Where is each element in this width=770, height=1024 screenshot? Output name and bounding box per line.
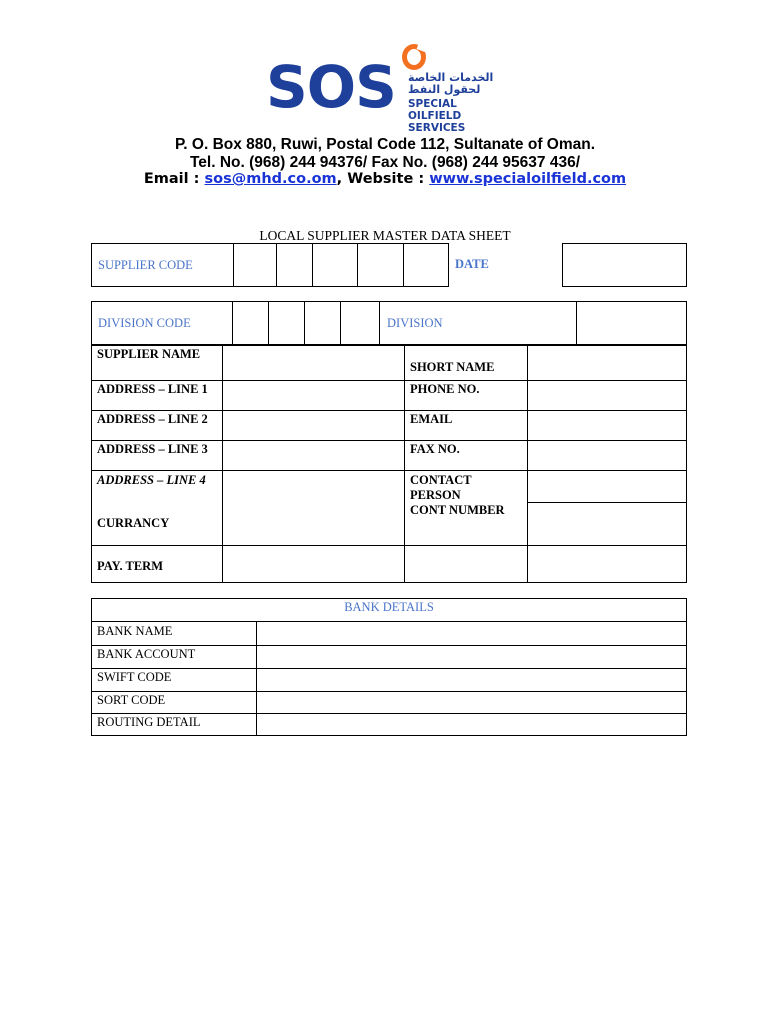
supplier-code-box-2[interactable] bbox=[276, 243, 313, 287]
logo-arabic-line1: الخدمات الخاصة bbox=[408, 71, 494, 84]
supplier-code-box-5[interactable] bbox=[403, 243, 449, 287]
address-line-4-currency-field[interactable] bbox=[223, 471, 404, 545]
address-line-2-field[interactable] bbox=[223, 411, 404, 440]
fax-label: FAX NO. bbox=[410, 442, 460, 456]
company-contact-line bbox=[0, 171, 770, 187]
website-link[interactable]: www.specialoilfield.com bbox=[429, 171, 627, 187]
logo-mark: SOS bbox=[266, 53, 396, 121]
division-code-box-1[interactable] bbox=[232, 301, 269, 345]
logo-english-text bbox=[408, 98, 512, 134]
division-code-box-2[interactable] bbox=[268, 301, 305, 345]
phone-field[interactable] bbox=[528, 381, 686, 410]
date-field[interactable] bbox=[562, 243, 687, 287]
logo-arabic-text bbox=[408, 72, 504, 96]
routing-detail-label: ROUTING DETAIL bbox=[97, 715, 201, 729]
company-logo bbox=[262, 38, 512, 134]
website-label: , Website : bbox=[336, 171, 430, 187]
bank-name-label: BANK NAME bbox=[97, 624, 173, 638]
address-line-1-field[interactable] bbox=[223, 381, 404, 410]
routing-detail-field[interactable] bbox=[257, 714, 686, 735]
phone-label: PHONE NO. bbox=[410, 382, 480, 396]
company-phone-fax: Tel. No. (968) 244 94376/ Fax No. (968) 244 95637 436/ bbox=[189, 154, 581, 171]
currency-label: CURRANCY bbox=[97, 516, 170, 530]
bank-account-field[interactable] bbox=[257, 646, 686, 668]
logo-arabic-line2: لحقول النفط bbox=[408, 83, 481, 96]
fax-field[interactable] bbox=[528, 441, 686, 470]
short-name-field[interactable] bbox=[528, 346, 686, 380]
bank-name-field[interactable] bbox=[257, 622, 686, 645]
supplier-code-box-3[interactable] bbox=[312, 243, 358, 287]
logo-english-line2: SERVICES bbox=[408, 122, 466, 134]
swift-code-field[interactable] bbox=[257, 669, 686, 691]
contact-number-field[interactable] bbox=[528, 503, 686, 545]
short-name-label: SHORT NAME bbox=[410, 360, 495, 374]
address-line-3-field[interactable] bbox=[223, 441, 404, 470]
bank-details-title: BANK DETAILS bbox=[344, 600, 434, 614]
division-label: DIVISION bbox=[387, 316, 443, 330]
pay-term-label: PAY. TERM bbox=[97, 559, 163, 573]
contact-label-line1: CONTACT bbox=[410, 473, 472, 487]
address-line-4-label: ADDRESS – LINE 4 bbox=[97, 473, 206, 487]
bank-account-label: BANK ACCOUNT bbox=[97, 647, 196, 661]
division-code-box-3[interactable] bbox=[304, 301, 341, 345]
pay-term-field[interactable] bbox=[223, 546, 404, 583]
contact-label-line2: PERSON bbox=[410, 488, 461, 502]
sort-code-label: SORT CODE bbox=[97, 693, 166, 707]
division-code-box-4[interactable] bbox=[340, 301, 380, 345]
supplier-code-label: SUPPLIER CODE bbox=[98, 258, 193, 272]
swift-code-label: SWIFT CODE bbox=[97, 670, 172, 684]
email-link[interactable]: sos@mhd.co.om bbox=[204, 171, 337, 187]
sort-code-field[interactable] bbox=[257, 692, 686, 713]
address-line-2-label: ADDRESS – LINE 2 bbox=[97, 412, 208, 426]
address-line-3-label: ADDRESS – LINE 3 bbox=[97, 442, 208, 456]
date-label: DATE bbox=[455, 257, 489, 271]
supplier-name-label: SUPPLIER NAME bbox=[97, 347, 201, 361]
email-label: EMAIL bbox=[410, 412, 453, 426]
company-address: P. O. Box 880, Ruwi, Postal Code 112, Sultanate of Oman. bbox=[174, 136, 596, 153]
supplier-code-box-4[interactable] bbox=[357, 243, 404, 287]
logo-english-line1: SPECIAL OILFIELD bbox=[408, 98, 462, 122]
address-line-1-label: ADDRESS – LINE 1 bbox=[97, 382, 208, 396]
email-label: Email : bbox=[143, 171, 205, 187]
contact-person-field[interactable] bbox=[528, 471, 686, 502]
division-code-label: DIVISION CODE bbox=[98, 316, 191, 330]
supplier-name-field[interactable] bbox=[223, 346, 404, 380]
logo-ring-icon bbox=[402, 44, 426, 70]
email-field[interactable] bbox=[528, 411, 686, 440]
division-field[interactable] bbox=[576, 301, 687, 345]
supplier-code-box-1[interactable] bbox=[233, 243, 277, 287]
form-title: LOCAL SUPPLIER MASTER DATA SHEET bbox=[259, 228, 511, 243]
contact-number-label: CONT NUMBER bbox=[410, 503, 505, 517]
